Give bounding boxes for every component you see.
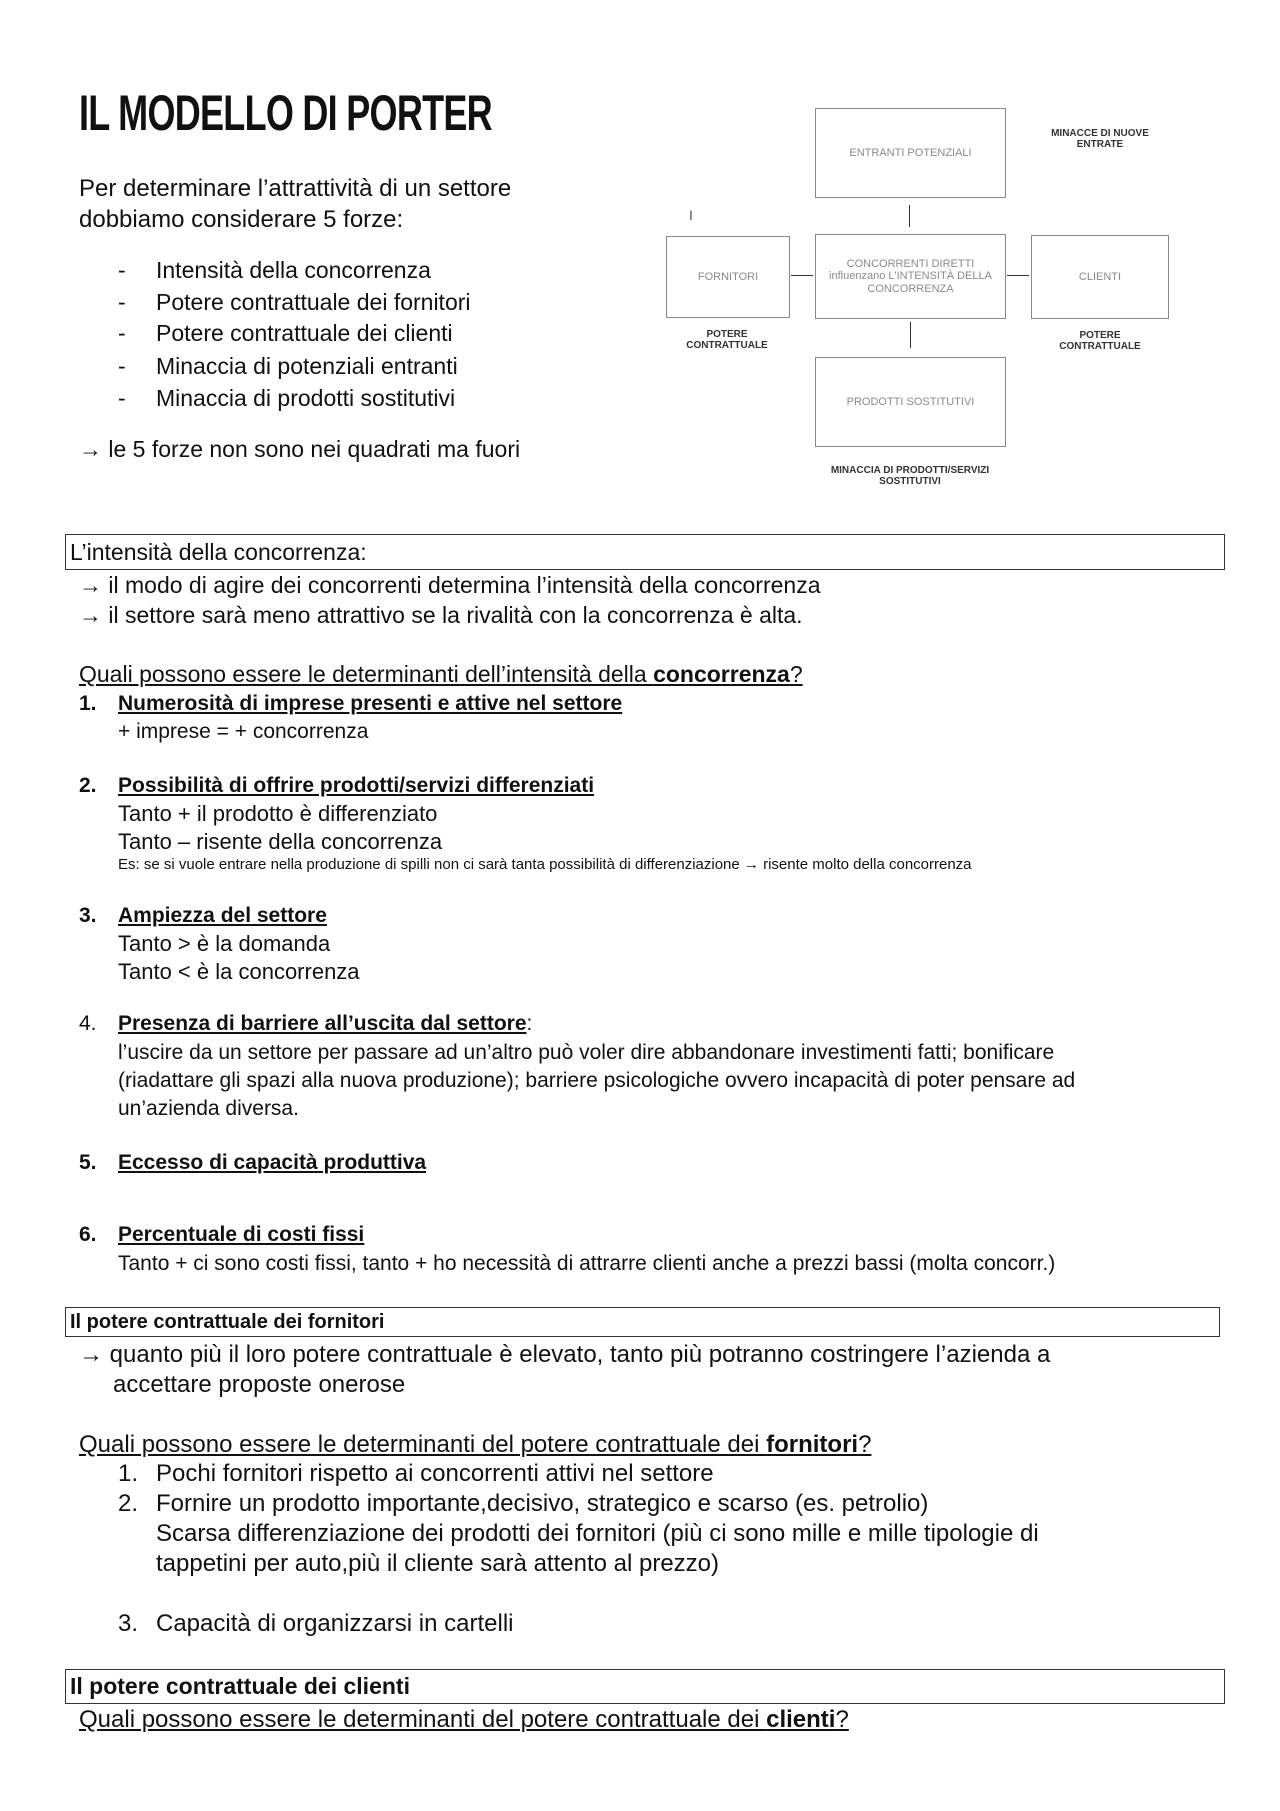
section-line	[79, 1343, 1050, 1367]
arrow-icon: →	[79, 572, 102, 598]
page-title: IL MODELLO DI PORTER	[79, 85, 492, 141]
item-title: Eccesso di capacità produttiva	[118, 1151, 427, 1174]
item-number: 1.	[118, 1460, 139, 1487]
item-title-wrap	[118, 1013, 532, 1034]
label-line: MINACCIA DI PRODOTTI/SERVIZI	[830, 465, 990, 476]
arrow-down-icon	[909, 205, 910, 227]
item-title: Presenza di barriere all’uscita dal settore	[118, 1012, 527, 1035]
item-number: 5.	[79, 1151, 97, 1174]
box-label: FORNITORI	[697, 270, 759, 283]
arrow-icon: →	[79, 1341, 103, 1368]
question-text: Quali possono essere le determinanti dell’intensità della	[79, 661, 654, 687]
item-number: 3.	[118, 1610, 139, 1637]
question-mark: ?	[789, 661, 803, 687]
question-mark: ?	[835, 1706, 849, 1733]
box-prodotti-sostitutivi	[815, 357, 1006, 447]
box-label: CONCORRENZA	[867, 282, 954, 295]
label-line: CONTRATTUALE	[686, 340, 768, 351]
list-item: Intensità della concorrenza	[156, 257, 431, 283]
section-line: accettare proposte onerose	[113, 1371, 406, 1398]
item-line: Tanto – risente della concorrenza	[118, 829, 443, 854]
item-line: Tanto + ci sono costi fissi, tanto + ho necessità di attrarre clienti anche a prezzi bassi (molta concorr.)	[118, 1252, 1056, 1275]
section-heading-fornitori	[65, 1307, 1220, 1337]
heading-text: Il potere contrattuale dei clienti	[70, 1673, 410, 1699]
line-text: il modo di agire dei concorrenti determina l’intensità della concorrenza	[108, 572, 821, 598]
item-line: Tanto < è la concorrenza	[118, 959, 360, 984]
item-number: 6.	[79, 1223, 97, 1246]
question-keyword: concorrenza	[653, 661, 790, 687]
item-title: Percentuale di costi fissi	[118, 1223, 365, 1246]
item-title: Ampiezza del settore	[118, 904, 327, 927]
item-number: 3.	[79, 904, 97, 927]
box-label: CONCORRENTI DIRETTI	[846, 257, 975, 270]
question	[79, 663, 803, 686]
list-item: Potere contrattuale dei fornitori	[156, 289, 471, 315]
arrow-icon: →	[79, 602, 102, 628]
arrow-up-icon	[910, 322, 911, 348]
heading-text: L’intensità della concorrenza:	[70, 538, 367, 565]
item-suffix: :	[526, 1012, 533, 1035]
line-text: quanto più il loro potere contrattuale è elevato, tanto più potranno costringere l’azienda a	[109, 1341, 1051, 1368]
arrow-left-icon	[1007, 275, 1029, 276]
question-text: Quali possono essere le determinanti del potere contrattuale dei	[79, 1706, 767, 1733]
list-bullet: -	[118, 320, 126, 346]
question-mark: ?	[858, 1431, 872, 1458]
item-text: Pochi fornitori rispetto ai concorrenti attivi nel settore	[156, 1460, 714, 1487]
section-heading-clienti	[65, 1669, 1225, 1704]
stray-mark: I	[689, 207, 693, 223]
item-example: Es: se si vuole entrare nella produzione di spilli non ci sarà tanta possibilità di differenziazione → risente molto della concorrenza	[118, 856, 972, 873]
box-concorrenti-diretti	[815, 234, 1006, 319]
item-number: 4.	[79, 1012, 97, 1035]
box-label: PRODOTTI SOSTITUTIVI	[846, 395, 975, 408]
label-minacce-nuove-entrate	[1040, 128, 1160, 150]
item-line: l’uscire da un settore per passare ad un’altro può voler dire abbandonare investimenti fatti; bonificare	[118, 1041, 1055, 1064]
item-number: 1.	[79, 692, 97, 715]
label-line: POTERE	[1079, 330, 1121, 341]
list-item: Minaccia di potenziali entranti	[156, 353, 458, 379]
item-title: Numerosità di imprese presenti e attive nel settore	[118, 692, 623, 715]
item-line: tappetini per auto,più il cliente sarà attento al prezzo)	[156, 1550, 720, 1577]
question-keyword: fornitori	[766, 1431, 859, 1458]
question-keyword: clienti	[766, 1706, 836, 1733]
label-line: MINACCE DI NUOVE	[1051, 128, 1149, 139]
item-title: Possibilità di offrire prodotti/servizi differenziati	[118, 774, 595, 797]
section-line	[79, 604, 803, 627]
item-line: Scarsa differenziazione dei prodotti dei fornitori (più ci sono mille e mille tipologie di	[156, 1520, 1039, 1547]
list-bullet: -	[118, 353, 126, 379]
label-potere-fornitori	[667, 329, 787, 351]
section-line	[79, 574, 821, 597]
label-line: SOSTITUTIVI	[879, 476, 941, 487]
intro-line: dobbiamo considerare 5 forze:	[79, 206, 404, 233]
item-line: Tanto > è la domanda	[118, 931, 331, 956]
item-line: (riadattare gli spazi alla nuova produzione); barriere psicologiche ovvero incapacità di poter pensare ad	[118, 1069, 1076, 1092]
question	[79, 1433, 871, 1457]
list-bullet: -	[118, 385, 126, 411]
intro-line: Per determinare l’attrattività di un settore	[79, 175, 512, 202]
line-text: il settore sarà meno attrattivo se la rivalità con la concorrenza è alta.	[108, 602, 803, 628]
question	[79, 1708, 849, 1732]
item-number: 2.	[79, 774, 97, 797]
item-line: + imprese = + concorrenza	[118, 720, 369, 743]
label-minaccia-prodotti	[820, 465, 1000, 487]
section-heading-intensita	[65, 534, 1225, 570]
list-bullet: -	[118, 257, 126, 283]
box-label: CLIENTI	[1078, 270, 1122, 283]
note-text: le 5 forze non sono nei quadrati ma fuori	[108, 436, 521, 462]
intro-note	[79, 438, 520, 461]
question-text: Quali possono essere le determinanti del potere contrattuale dei	[79, 1431, 767, 1458]
item-number: 2.	[118, 1490, 139, 1517]
list-item: Potere contrattuale dei clienti	[156, 320, 453, 346]
label-line: ENTRATE	[1076, 139, 1124, 150]
item-text: Fornire un prodotto importante,decisivo, strategico e scarso (es. petrolio)	[156, 1490, 929, 1517]
label-line: POTERE	[706, 329, 748, 340]
label-line: CONTRATTUALE	[1059, 341, 1141, 352]
item-line: un’azienda diversa.	[118, 1097, 299, 1120]
item-line: Tanto + il prodotto è differenziato	[118, 801, 438, 826]
list-item: Minaccia di prodotti sostitutivi	[156, 385, 456, 411]
box-label: ENTRANTI POTENZIALI	[849, 146, 972, 159]
list-bullet: -	[118, 289, 126, 315]
arrow-icon: →	[79, 436, 102, 462]
box-clienti	[1031, 235, 1169, 319]
item-text: Capacità di organizzarsi in cartelli	[156, 1610, 514, 1637]
arrow-right-icon	[791, 275, 813, 276]
label-potere-clienti	[1040, 330, 1160, 352]
box-label: influenzano L'INTENSITÀ DELLA	[829, 270, 992, 283]
box-entranti-potenziali	[815, 108, 1006, 198]
heading-text: Il potere contrattuale dei fornitori	[70, 1310, 385, 1333]
box-fornitori	[666, 236, 790, 318]
